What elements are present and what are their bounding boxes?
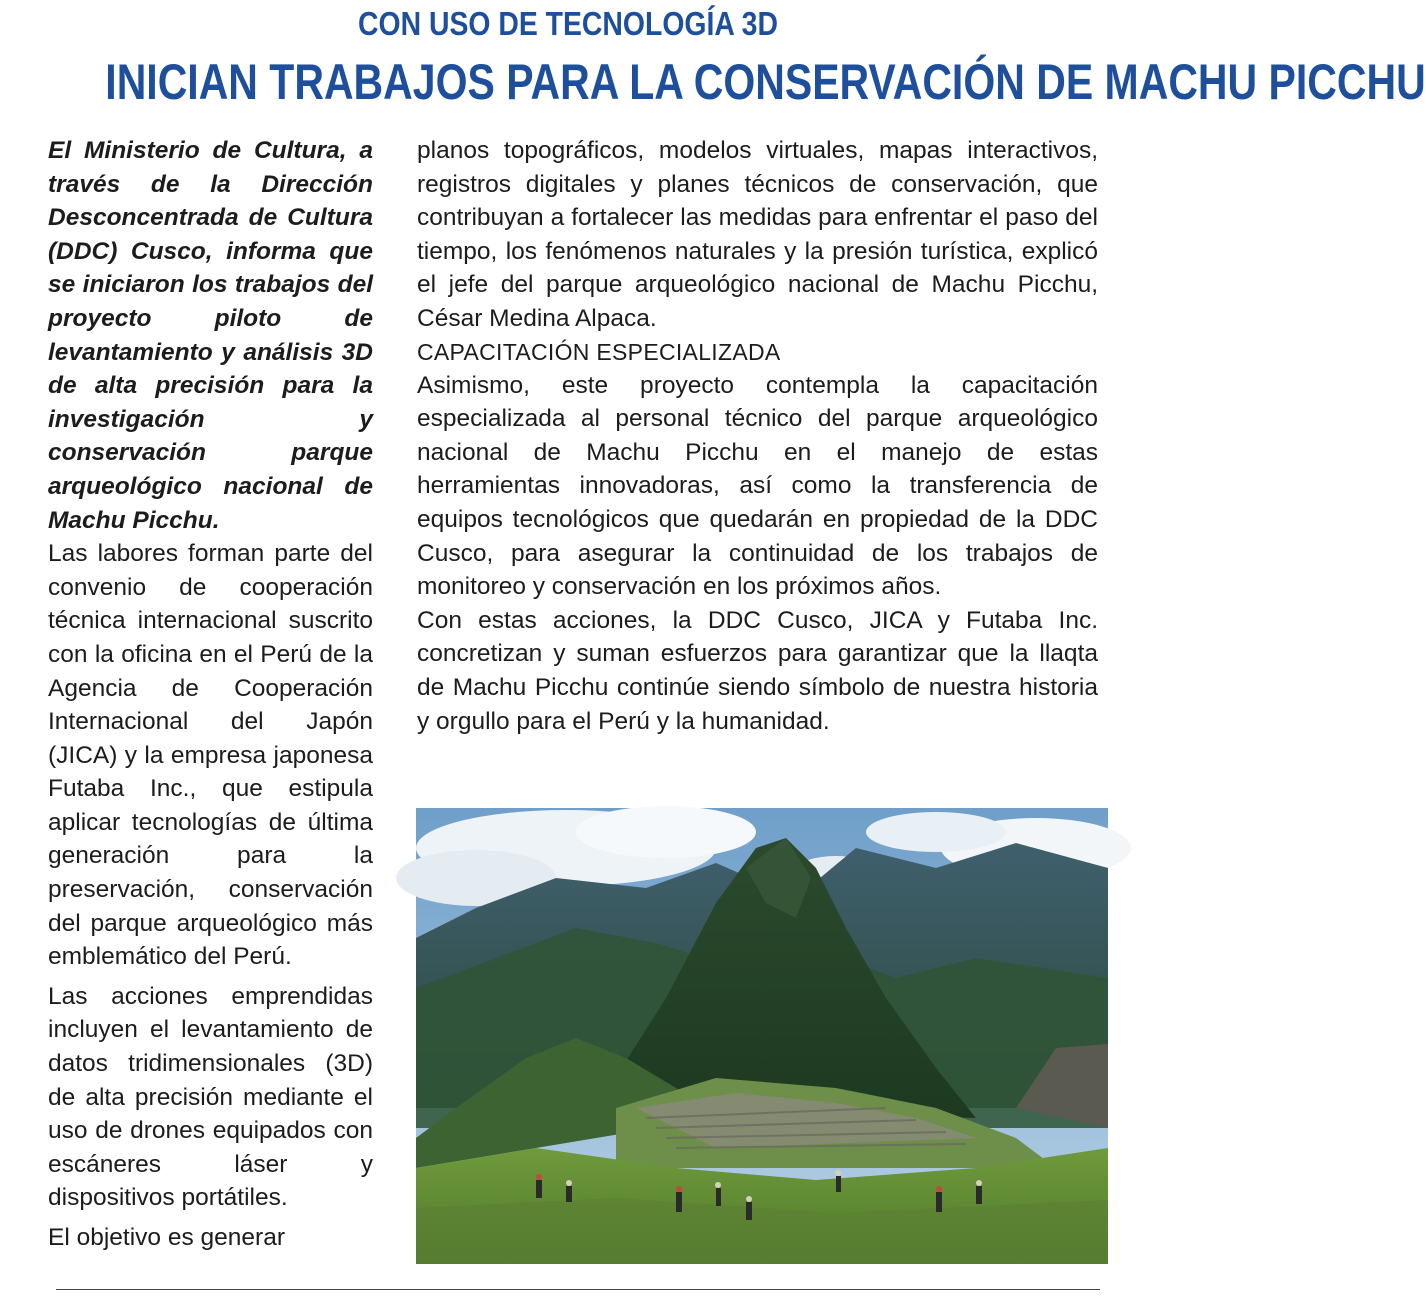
lead-paragraph: El Ministerio de Cultura, a través de la Dirección Desconcentrada de Cultura (DDC) Cusco, informa que se iniciaron los trabajos del proyecto piloto de levantamiento y análisis 3D de alta precisión para la investigación y conservación parque arqueológico nacional de Machu Picchu.	[48, 137, 373, 534]
article-headline: INICIAN TRABAJOS PARA LA CONSERVACIÓN DE MACHU PICCHU	[105, 54, 1426, 110]
body-paragraph-4: planos topográficos, modelos virtuales, mapas interactivos, registros digitales y planes técnicos de conservación, que contribuyan a fortalecer las medidas para enfrentar el paso del tiempo, los fenómenos naturales y la presión turística, explicó el jefe del parque arqueológico nacional de Machu Picchu, César Medina Alpaca.	[417, 137, 1098, 332]
article-kicker: CON USO DE TECNOLOGÍA 3D	[358, 5, 778, 42]
body-paragraph-2: Las acciones emprendidas incluyen el levantamiento de datos tridimensionales (3D) de alta precisión mediante el uso de drones equipados con escáneres láser y dispositivos portátiles.	[48, 982, 373, 1212]
left-column	[48, 134, 373, 1255]
section-subhead: CAPACITACIÓN ESPECIALIZADA	[417, 338, 781, 365]
body-paragraph-6: Con estas acciones, la DDC Cusco, JICA y Futaba Inc. concretizan y suman esfuerzos para garantizar que la llaqta de Machu Picchu continúe siendo símbolo de nuestra historia y orgullo para el Perú y la humanidad.	[417, 606, 1098, 735]
body-paragraph-1: Las labores forman parte del convenio de cooperación técnica internacional suscrito con la oficina en el Perú de la Agencia de Cooperación Internacional del Japón (JICA) y la empresa japonesa Futaba Inc., que estipula aplicar tecnologías de última generación para la preservación, conservación del parque arqueológico más emblemático del Perú.	[48, 540, 373, 971]
body-paragraph-5: Asimismo, este proyecto contempla la capacitación especializada al personal técnico del parque arqueológico nacional de Machu Picchu en el manejo de estas herramientas innovadoras, así como la transferencia de equipos tecnológicos que quedarán en propiedad de la DDC Cusco, para asegurar la continuidad de los trabajos de monitoreo y conservación en los próximos años.	[417, 371, 1098, 601]
machu-picchu-photo	[416, 808, 1108, 1264]
bottom-rule	[56, 1289, 1100, 1290]
right-column	[417, 134, 1098, 738]
body-paragraph-3: El objetivo es generar	[48, 1224, 285, 1251]
